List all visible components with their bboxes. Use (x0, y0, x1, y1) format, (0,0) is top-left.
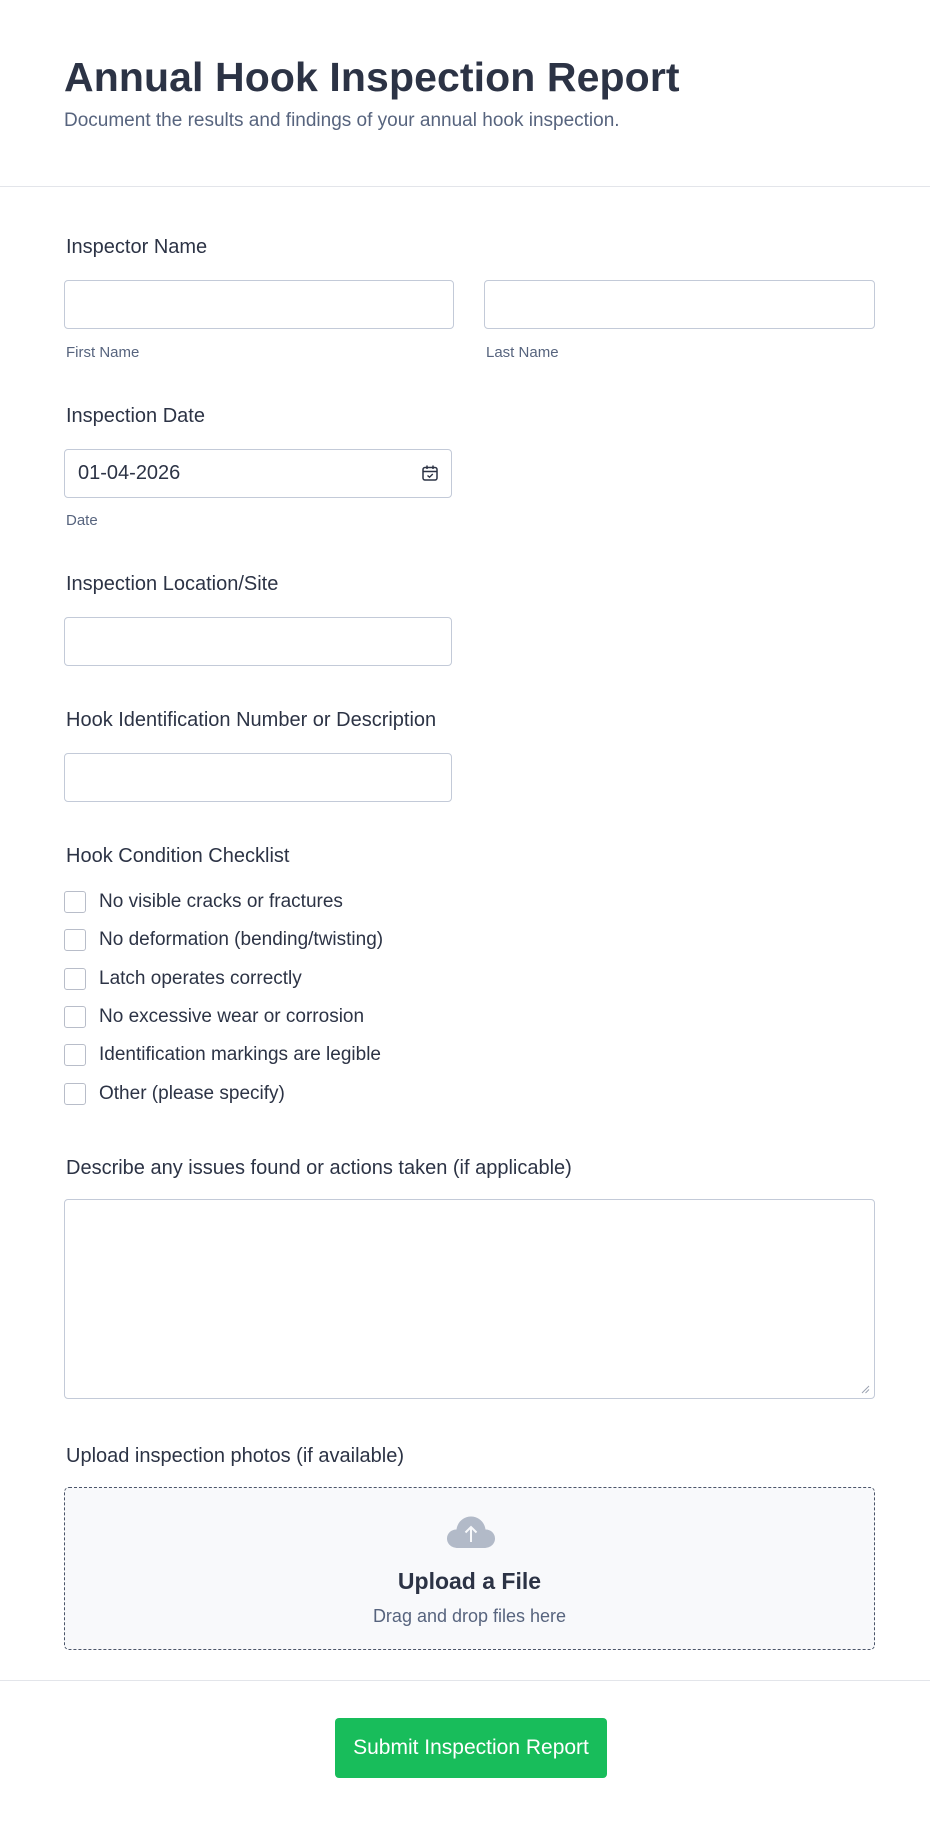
hook-id-label: Hook Identification Number or Description (66, 709, 437, 731)
checkbox[interactable] (64, 891, 86, 913)
page-subtitle: Document the results and findings of your annual hook inspection. (64, 110, 620, 131)
first-name-input[interactable] (64, 280, 454, 329)
checklist-option-label: Latch operates correctly (99, 968, 302, 989)
checklist-option-label: No visible cracks or fractures (99, 891, 343, 912)
checkbox[interactable] (64, 1006, 86, 1028)
checklist-option-label: Other (please specify) (99, 1083, 285, 1104)
submit-button[interactable]: Submit Inspection Report (335, 1718, 607, 1778)
page-title: Annual Hook Inspection Report (64, 54, 680, 100)
checklist-label: Hook Condition Checklist (66, 845, 290, 867)
checkbox[interactable] (64, 1044, 86, 1066)
date-value: 01-04-2026 (78, 462, 181, 484)
checklist-option-label: Identification markings are legible (99, 1044, 381, 1065)
upload-title: Upload a File (397, 1568, 542, 1594)
form-header (0, 0, 930, 187)
checklist-option[interactable] (64, 1043, 381, 1067)
checkbox[interactable] (64, 968, 86, 990)
first-name-sublabel: First Name (66, 344, 140, 361)
checklist-option[interactable] (64, 967, 302, 991)
checkbox[interactable] (64, 929, 86, 951)
resize-handle-icon[interactable] (860, 1384, 870, 1394)
checklist-option-label: No excessive wear or corrosion (99, 1006, 365, 1027)
checklist-option[interactable] (64, 1005, 364, 1029)
checklist-option-label: No deformation (bending/twisting) (99, 929, 384, 950)
checklist-option[interactable] (64, 1082, 285, 1106)
issues-textarea[interactable] (64, 1199, 875, 1399)
location-label: Inspection Location/Site (66, 573, 279, 595)
file-upload-dropzone[interactable] (64, 1487, 875, 1650)
calendar-icon[interactable] (421, 464, 439, 482)
date-input[interactable] (64, 449, 452, 498)
checkbox[interactable] (64, 1083, 86, 1105)
last-name-sublabel: Last Name (486, 344, 559, 361)
upload-subtitle: Drag and drop files here (372, 1606, 567, 1626)
inspector-name-label: Inspector Name (66, 236, 208, 258)
checklist-option[interactable] (64, 890, 343, 914)
upload-label: Upload inspection photos (if available) (66, 1445, 404, 1467)
last-name-input[interactable] (484, 280, 875, 329)
date-sublabel: Date (66, 512, 98, 529)
location-input[interactable] (64, 617, 452, 666)
issues-label: Describe any issues found or actions taken (if applicable) (66, 1157, 572, 1179)
inspection-date-label: Inspection Date (66, 405, 205, 427)
hook-id-input[interactable] (64, 753, 452, 802)
checklist-option[interactable] (64, 928, 383, 952)
cloud-upload-icon (446, 1515, 496, 1549)
footer-divider (0, 1680, 930, 1681)
